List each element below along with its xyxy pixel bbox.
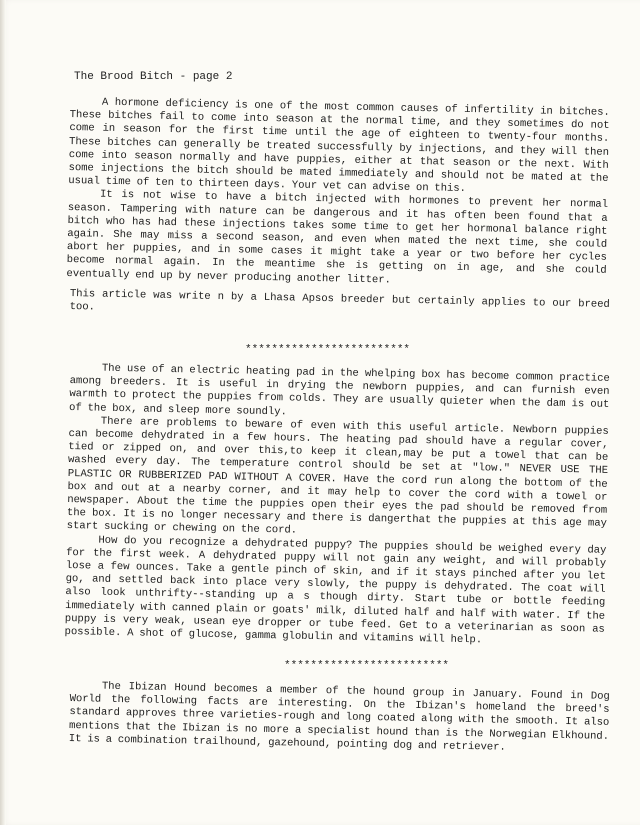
section-divider: ************************* (284, 660, 450, 672)
section-hormone-deficiency (66, 96, 610, 292)
section-divider: ************************* (245, 344, 411, 356)
paragraph: The Ibizan Hound becomes a member of the hound group in January. Found in Dog World the following facts are interesting. On the Ibizan's homeland the breed's standard approves three varieties-rough and long coated along with the smooth. It also mentions that the Ibizan is no more a specialist hound than is the Norwegian Elkhound. It is a combination trailhound, gazehound, pointing dog and retriever. (68, 680, 610, 754)
section-heating-pad (64, 362, 609, 650)
paragraph: The use of an electric heating pad in the whelping box has become common practice among breeders. It is useful in drying the newborn puppies, and can furnish even warmth to protect the puppies from colds. They are usually quieter when the dam is out of the box, and sleep more soundly. (68, 362, 610, 418)
paragraph: It is not wise to have a bitch injected with hormones to prevent her normal season. Tampering with nature can be dangerous and it has often been found that a bitch who has had these injections takes some time to get her hormonal balance right again. She may miss a second season, and even when mated the next time, she could abort her puppies, and in some cases it might take a year or two before her cycles become normal again. In the meantime she is getting on in age, and she could eventually end up by never producing another litter. (66, 189, 609, 287)
paragraph: There are problems to beware of even with this useful article. Newborn puppies can become dehydrated in a few hours. The heating pad should have a regular cover, tied or zipped on, and over this,to keep it clean,may be put a towel that can be washed every day. The temperature control should be set at "low." NEVER USE THE PLASTIC OR RUBBERIZED PAD WITHOUT A COVER. Have the cord run along the bottom of the box and out at a nearby corner, and it may help to cover the cord with a towel or newspaper. About the time the puppies open their eyes the pad should be removed from the box. It is no longer necessary and there is dangerthat the puppies at this age may start sucking or chewing on the cord. (66, 415, 609, 538)
page-edge-shadow (0, 0, 6, 825)
page-header: The Brood Bitch - page 2 (74, 71, 233, 83)
paragraph: How do you recognize a dehydrated puppy? The puppies should be weighed every day for the first week. A dehydrated puppy will not gain any weight, and will probably lose a few ounces. Take a gentle pinch of skin, and if it stays pinched after you let go, and settled back into place very slowly, the puppy is dehydrated. The coat will also look unthrifty--standing up a s though dirty. Start tube or bottle feeding immediately with canned plain or goats' milk, diluted half and half with water. If the puppy is very weak, usean eye dropper or tube feed. Get to a veterinarian as soon as possible. A shot of glucose, gamma globulin and vitamins will help. (64, 534, 607, 647)
section-ibizan-hound (69, 680, 610, 757)
paragraph: A hormone deficiency is one of the most common causes of infertility in bitches. These bitches fail to come into season at the normal time, and they sometimes do not come in season for the first time until the age of eighteen to twenty-four months. These bitches can generally be treated successfully by injections, and they will then come into season normally and have puppies, either at that season or the next. With some injections the bitch should be mated immediately and should not be mated at the usual time of ten to thirteen days. Your vet can advise on this. (68, 96, 610, 196)
author-note: This article was write n by a Lhasa Apsos breeder but certainly applies to our breed too. (69, 288, 610, 314)
section-author-note (69, 288, 609, 325)
